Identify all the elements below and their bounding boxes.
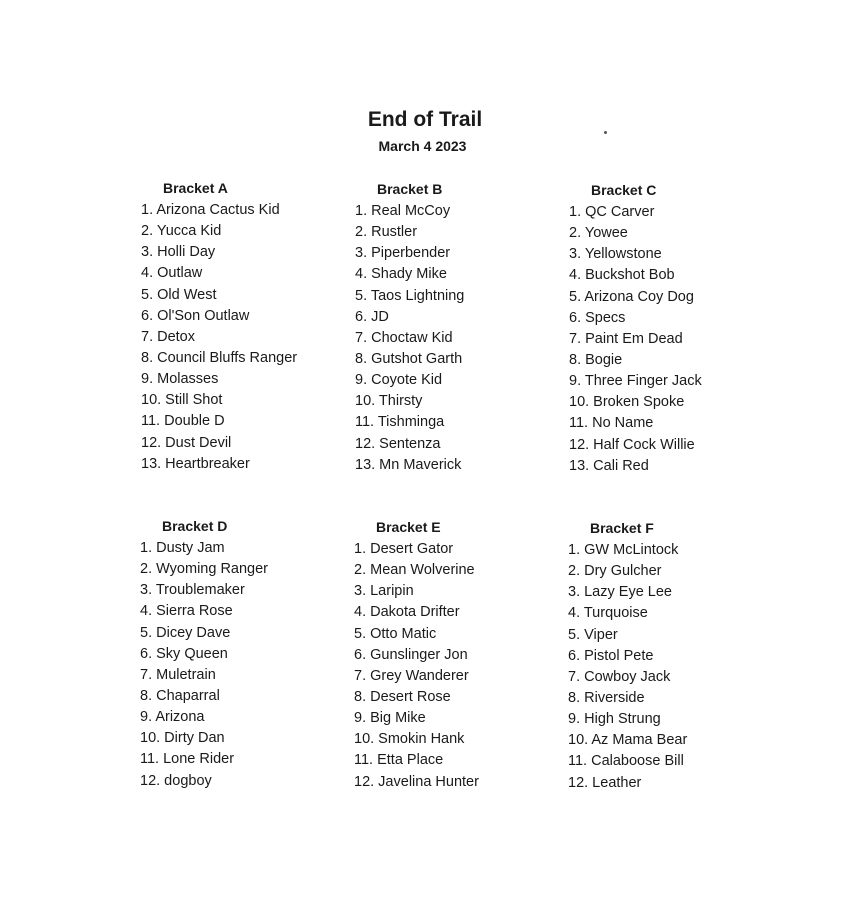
bracket-entry: 5. Otto Matic <box>354 625 437 642</box>
bracket-entry: 2. Yucca Kid <box>141 223 222 240</box>
bracket-entry: 9. Arizona <box>140 709 205 726</box>
bracket-entry: 3. Yellowstone <box>569 246 662 263</box>
bracket-entry: 4. Outlaw <box>141 265 203 282</box>
bracket-entry: 1. GW McLintock <box>568 542 679 558</box>
bracket-entry: 5. Old West <box>141 286 217 303</box>
entry-list <box>355 201 555 476</box>
bracket-entry: 6. Ol'Son Outlaw <box>141 307 250 324</box>
bracket-entry: 10. Thirsty <box>355 393 423 410</box>
bracket-entry: 13. Heartbreaker <box>141 455 250 472</box>
bracket-entry: 7. Paint Em Dead <box>569 330 683 347</box>
bracket-entry: 7. Grey Wanderer <box>354 667 469 684</box>
entry-list <box>354 539 554 793</box>
bracket-entry: 1. Dusty Jam <box>140 540 225 556</box>
bracket-entry: 12. Sentenza <box>355 435 441 452</box>
entry-list <box>568 540 768 794</box>
bracket-entry: 11. Double D <box>141 413 225 430</box>
bracket-entry: 8. Council Bluffs Ranger <box>141 349 298 366</box>
bracket-entry: 12. Half Cock Willie <box>569 436 695 453</box>
bracket-entry: 2. Dry Gulcher <box>568 563 662 580</box>
bracket-entry: 9. Three Finger Jack <box>569 373 702 390</box>
bracket-entry: 13. Cali Red <box>569 457 649 474</box>
bracket-entry: 9. Big Mike <box>354 710 426 727</box>
bracket-entry: 5. Taos Lightning <box>355 287 465 304</box>
bracket-entry: 5. Arizona Coy Dog <box>569 288 694 305</box>
bracket-e <box>354 517 554 793</box>
bracket-entry: 11. Lone Rider <box>140 751 235 768</box>
bracket-entry: 11. Tishminga <box>355 414 445 431</box>
bracket-entry: 10. Smokin Hank <box>354 731 465 748</box>
entry-list <box>140 538 340 792</box>
bracket-entry: 3. Lazy Eye Lee <box>568 584 672 601</box>
bracket-b <box>355 179 555 476</box>
bracket-entry: 7. Detox <box>141 328 195 345</box>
bracket-entry: 1. Arizona Cactus Kid <box>141 202 280 218</box>
bracket-entry: 7. Muletrain <box>140 666 216 683</box>
bracket-entry: 13. Mn Maverick <box>355 456 462 473</box>
bracket-entry: 7. Cowboy Jack <box>568 668 671 685</box>
bracket-entry: 11. No Name <box>569 415 654 432</box>
bracket-entry: 12. Javelina Hunter <box>354 773 479 790</box>
bracket-heading: Bracket D <box>162 518 228 534</box>
bracket-a <box>141 178 341 475</box>
bracket-entry: 12. Leather <box>568 774 642 791</box>
bracket-entry: 4. Shady Mike <box>355 266 447 283</box>
bracket-entry: 2. Yowee <box>569 225 628 242</box>
bracket-entry: 8. Gutshot Garth <box>355 350 463 367</box>
bracket-entry: 10. Az Mama Bear <box>568 732 688 749</box>
bracket-entry: 9. High Strung <box>568 711 661 728</box>
bracket-entry: 1. QC Carver <box>569 204 655 220</box>
bracket-heading: Bracket B <box>377 181 443 197</box>
bracket-entry: 8. Desert Rose <box>354 688 451 705</box>
bracket-entry: 1. Real McCoy <box>355 203 451 219</box>
bracket-entry: 6. Pistol Pete <box>568 647 654 664</box>
bracket-entry: 4. Buckshot Bob <box>569 267 675 284</box>
bracket-d <box>140 516 340 792</box>
bracket-entry: 3. Holli Day <box>141 244 216 261</box>
entry-list <box>141 200 341 475</box>
bracket-heading: Bracket E <box>376 519 441 535</box>
bracket-entry: 6. JD <box>355 308 389 325</box>
bracket-entry: 1. Desert Gator <box>354 541 454 557</box>
bracket-entry: 3. Piperbender <box>355 245 451 262</box>
bracket-entry: 6. Gunslinger Jon <box>354 646 468 663</box>
bracket-entry: 12. dogboy <box>140 772 212 789</box>
bracket-entry: 10. Dirty Dan <box>140 730 225 747</box>
bracket-entry: 9. Molasses <box>141 371 219 388</box>
bracket-entry: 4. Dakota Drifter <box>354 604 460 621</box>
bracket-entry: 12. Dust Devil <box>141 434 232 451</box>
bracket-entry: 2. Wyoming Ranger <box>140 561 269 578</box>
bracket-c <box>569 180 769 477</box>
bracket-entry: 8. Bogie <box>569 351 623 368</box>
document-title: End of Trail <box>367 108 483 131</box>
bracket-entry: 9. Coyote Kid <box>355 372 443 389</box>
entry-list <box>569 202 769 477</box>
bracket-entry: 3. Troublemaker <box>140 582 245 599</box>
bracket-entry: 8. Riverside <box>568 689 645 706</box>
bracket-entry: 3. Laripin <box>354 583 414 600</box>
bracket-entry: 5. Viper <box>568 626 618 643</box>
bracket-entry: 7. Choctaw Kid <box>355 329 453 346</box>
bracket-entry: 6. Sky Queen <box>140 645 228 662</box>
bracket-heading: Bracket C <box>591 182 657 198</box>
bracket-entry: 8. Chaparral <box>140 687 220 704</box>
bracket-entry: 5. Dicey Dave <box>140 624 231 641</box>
bracket-f <box>568 518 768 794</box>
scan-speck <box>604 131 607 134</box>
bracket-entry: 10. Broken Spoke <box>569 394 685 411</box>
document-date: March 4 2023 <box>378 138 467 154</box>
bracket-entry: 4. Sierra Rose <box>140 603 233 620</box>
bracket-entry: 11. Etta Place <box>354 752 444 769</box>
bracket-entry: 2. Rustler <box>355 224 418 241</box>
bracket-entry: 2. Mean Wolverine <box>354 562 475 579</box>
bracket-heading: Bracket A <box>163 180 228 196</box>
bracket-entry: 6. Specs <box>569 309 626 326</box>
bracket-heading: Bracket F <box>590 520 654 536</box>
bracket-entry: 10. Still Shot <box>141 392 223 409</box>
bracket-entry: 11. Calaboose Bill <box>568 753 684 770</box>
bracket-entry: 4. Turquoise <box>568 605 648 622</box>
